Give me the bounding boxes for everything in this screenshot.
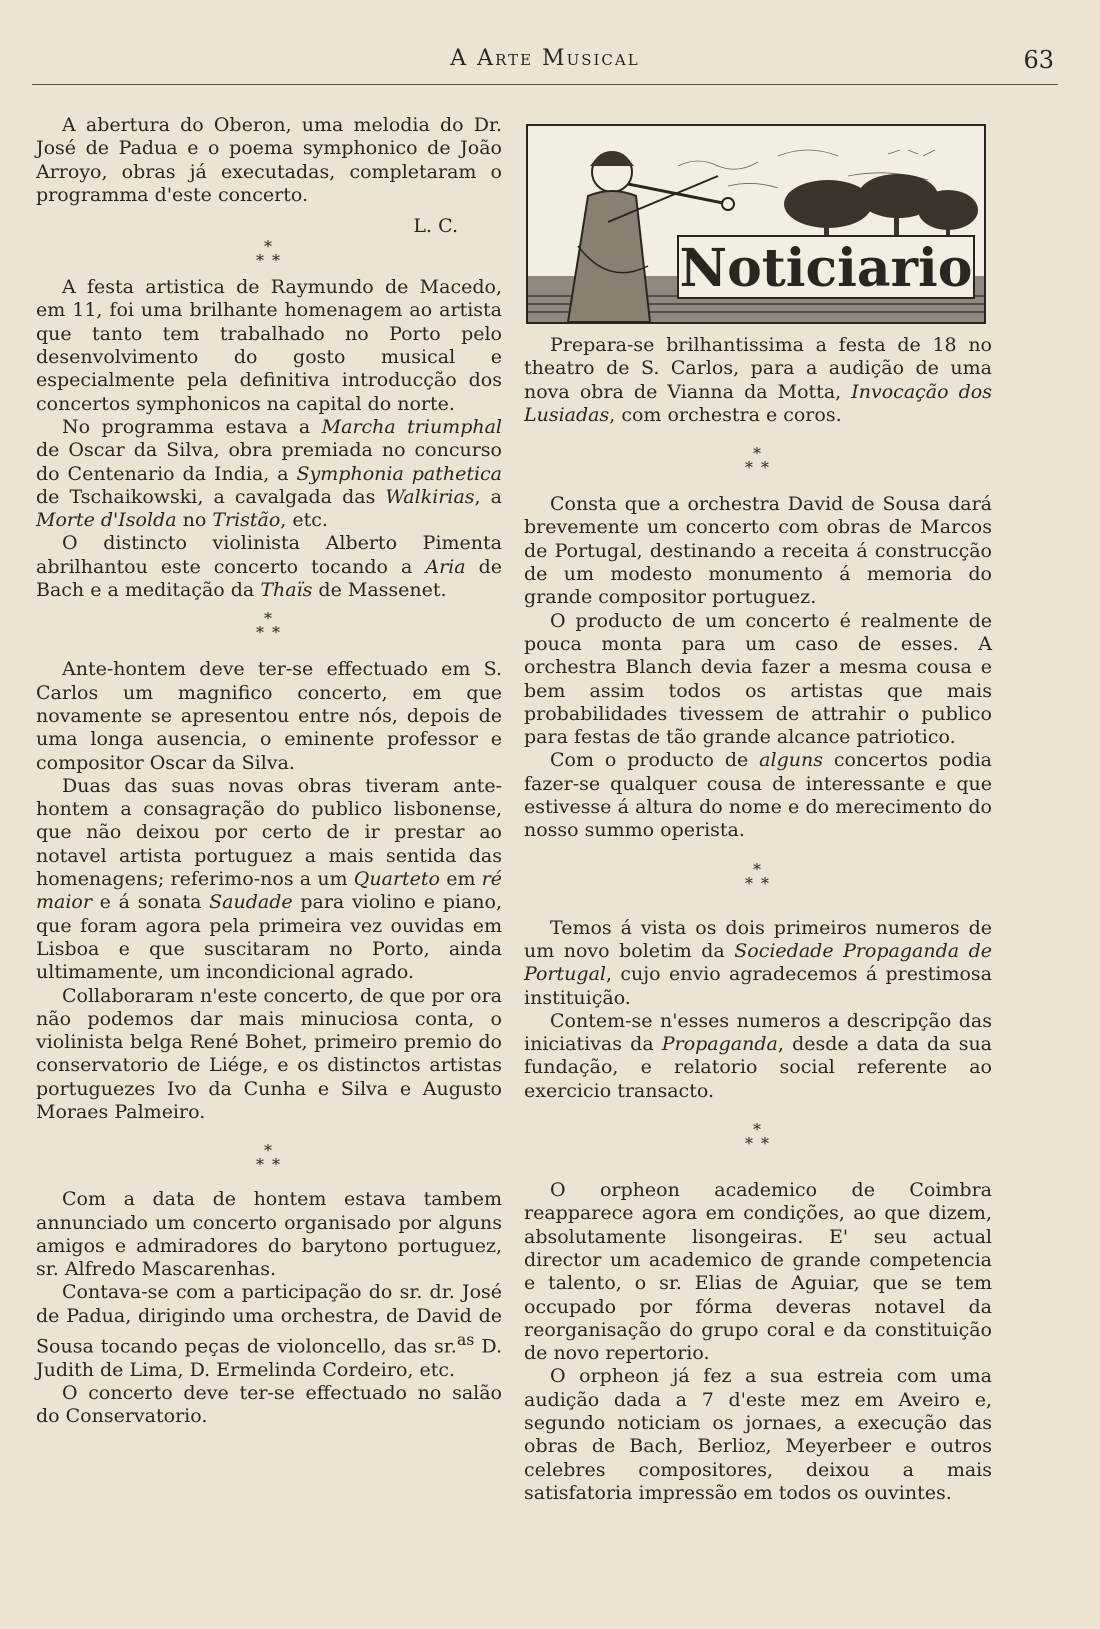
paragraph: O orpheon academico de Coimbra reapparece agora em condições, ao que dizem, absolutamente lisongeiras. E' seu actual director um academico de grande competencia e talento, o sr. Elias de Aguiar, que se tem occupado por fórma deveras notavel da reorganisação do grupo coral e da constituição de novo repertorio. — [524, 1179, 992, 1365]
paragraph: Temos á vista os dois primeiros numeros de um novo boletim da Sociedade Propaganda de Portugal, cujo envio agradecemos á prestimosa instituição. — [524, 916, 992, 1009]
svg-text:*: * — [272, 623, 280, 643]
paragraph: A abertura do Oberon, uma melodia do Dr. José de Padua e o poema symphonico de João Arroyo, obras já executadas, completaram o programma d'este concerto. — [36, 114, 502, 206]
violinist-engraving-icon — [526, 124, 986, 324]
paragraph: Com o producto de alguns concertos podia fazer-se qualquer cousa de interessante e que estivesse á altura do nome e do merecimento do nosso summo operista. — [524, 749, 993, 842]
asterism-separator — [252, 612, 286, 642]
svg-text:*: * — [753, 862, 761, 879]
paragraph: O distincto violinista Alberto Pimenta abrilhantou este concerto tocando a Aria de Bach e a meditação da Thaïs de Massenet. — [36, 532, 502, 602]
paragraph: Ante-hontem deve ter-se effectuado em S. Carlos um magnifico concerto, em que novamente se apresentou entre nós, depois de uma longa ausencia, o eminente professor e compositor Oscar da Silva. — [36, 658, 502, 774]
page-number: 63 — [1023, 46, 1054, 74]
paragraph: Consta que a orchestra David de Sousa dará brevemente um concerto com obras de Marcos de Portugal, destinando a receita á construcção de um modesto monumento á memoria do grande compositor portuguez. — [524, 493, 992, 609]
paragraph: Com a data de hontem estava tambem annunciado um concerto organisado por alguns amigos e admiradores do barytono portuguez, sr. Alfredo Mascarenhas. — [36, 1188, 502, 1281]
paragraph: Prepara-se brilhantissima a festa de 18 no theatro de S. Carlos, para a audição de uma nova obra de Vianna da Motta, Invocação dos Lusiadas, com orchestra e coros. — [524, 334, 992, 426]
svg-text:*: * — [272, 251, 280, 271]
asterism-separator — [252, 1144, 286, 1174]
paragraph: Duas das suas novas obras tiveram ante-hontem a consagração do publico lisbonense, que não deixou por certo de ir prestar ao notavel artista portuguez a mais sentida das homenagens; referimo-nos a um Quarteto em ré maior e á sonata Saudade para violino e piano, que foram agora pela primeira vez ouvidas em Lisboa e que suscitaram no Porto, ainda ultimamente, um incondicional agrado. — [36, 774, 502, 984]
asterism-separator — [252, 240, 286, 270]
asterism-separator — [741, 447, 775, 477]
paragraph: No programma estava a Marcha triumphal de Oscar da Silva, obra premiada no concurso do Centenario da India, a Symphonia pathetica de Tschaikowski, a cavalgada das Walkirias, a Morte d'Isolda no Tristão, etc. — [36, 415, 503, 532]
svg-text:*: * — [264, 1144, 272, 1161]
svg-text:*: * — [761, 1134, 769, 1154]
svg-text:*: * — [761, 458, 769, 478]
paragraph: O producto de um concerto é realmente de pouca monta para um caso de esses. A orchestra Blanch devia fazer a mesma cousa e bem assim todos os artistas que mais probabilidades tivessem de attrahir o publico para festas de tão grande alcance patriotico. — [524, 609, 992, 749]
svg-text:*: * — [264, 612, 272, 629]
left-column — [36, 114, 502, 1429]
paragraph: Contem-se n'esses numeros a descripção das iniciativas da Propaganda, desde a data da sua fundação, e relatorio social referente ao exercicio transacto. — [524, 1009, 993, 1102]
svg-text:*: * — [264, 240, 272, 257]
svg-text:*: * — [256, 1155, 264, 1175]
svg-text:*: * — [753, 447, 761, 464]
svg-text:*: * — [745, 873, 753, 893]
paragraph: Contava-se com a participação do sr. dr. José de Padua, dirigindo uma orchestra, de David de Sousa tocando peças de violoncello, das sr.$^{as}$ D. Judith de Lima, D. Ermelinda Cordeiro, etc. — [36, 1281, 503, 1381]
running-title: A Arte Musical — [450, 46, 640, 71]
paragraph: O orpheon já fez a sua estreia com uma audição dada a 7 d'este mez em Aveiro e, segundo noticiam os jornaes, a execução das obras de Bach, Berlioz, Meyerbeer e outros celebres compositores, deixou a mais satisfatoria impressão em todos os ouvintes. — [524, 1365, 992, 1504]
svg-text:*: * — [272, 1155, 280, 1175]
svg-text:*: * — [256, 623, 264, 643]
svg-text:*: * — [745, 1134, 753, 1154]
paragraph: A festa artistica de Raymundo de Macedo, em 11, foi uma brilhante homenagem ao artista que tanto tem trabalhado no Porto pelo desenvolvimento do gosto musical e especialmente pela definitiva introducção dos concertos symphonicos na capital do norte. — [36, 276, 502, 415]
vignette-title: Noticiario — [679, 238, 973, 299]
right-column — [524, 112, 992, 1505]
asterism-separator — [741, 863, 775, 893]
paragraph: Collaboraram n'este concerto, de que por ora não podemos dar mais minuciosa conta, o violinista belga René Bohet, primeiro premio do conservatorio de Liége, e os distinctos artistas portuguezes Ivo da Cunha e Silva e Augusto Moraes Palmeiro. — [36, 984, 502, 1123]
svg-text:*: * — [745, 458, 753, 478]
running-head — [32, 44, 1058, 85]
signature: L. C. — [413, 215, 458, 238]
paragraph: O concerto deve ter-se effectuado no salão do Conservatorio. — [36, 1381, 502, 1428]
svg-text:*: * — [753, 1123, 761, 1140]
svg-text:*: * — [256, 251, 264, 271]
svg-text:*: * — [761, 873, 769, 893]
asterism-separator — [741, 1123, 775, 1153]
